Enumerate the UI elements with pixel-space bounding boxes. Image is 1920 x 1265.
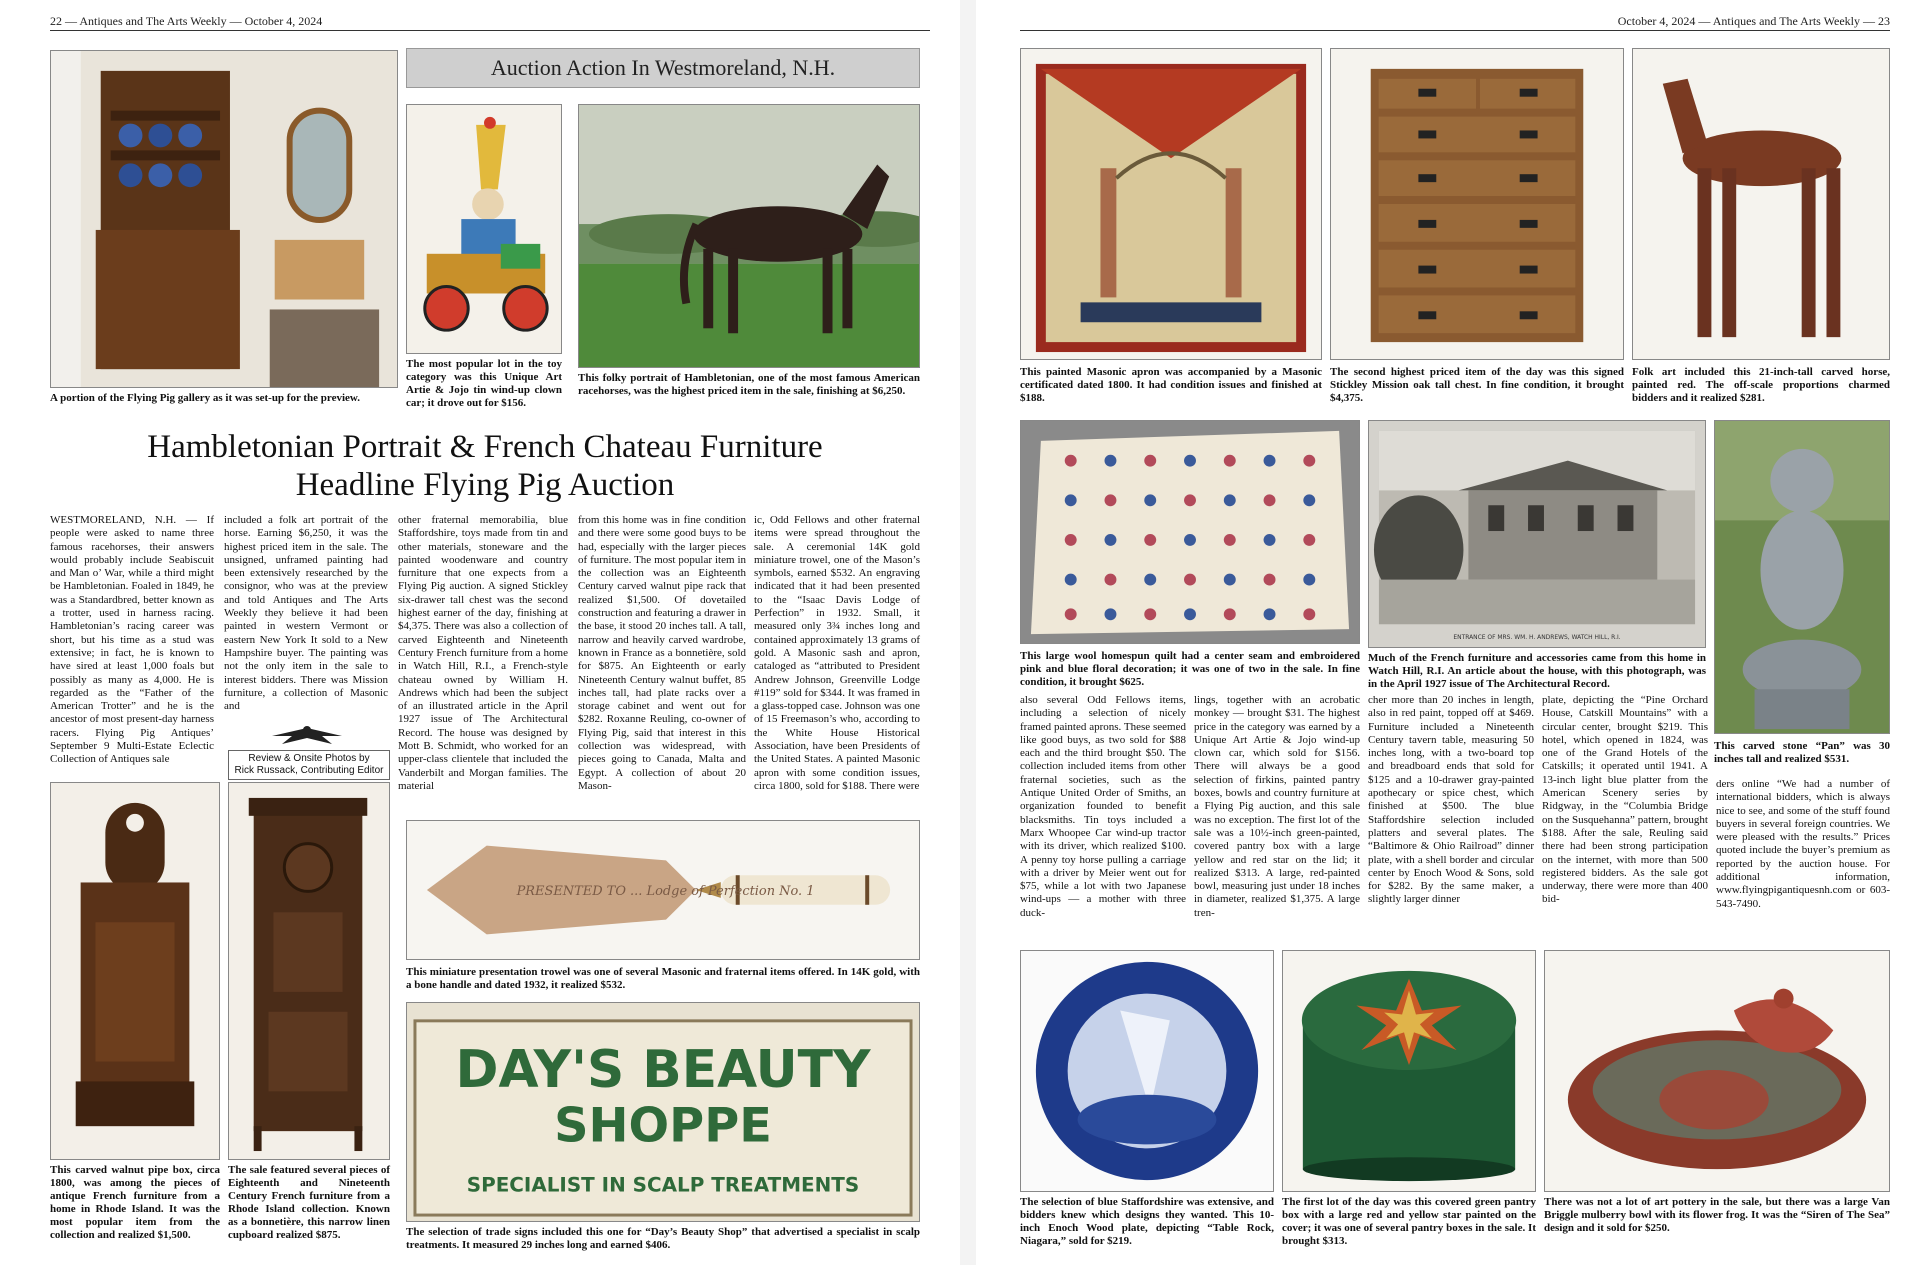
pipe-box-photo bbox=[50, 782, 220, 1160]
hambletonian-painting-photo bbox=[578, 104, 920, 368]
caption-bowl: There was not a lot of art pottery in the sale, but there was a large Van Briggle mulberry bowl with its flower frog. It was the “Siren of The Sea” design and it sold for $250. bbox=[1544, 1196, 1890, 1234]
caption-plate: The selection of blue Staffordshire was extensive, and bidders knew which designs they wanted. This 10-inch Enoch Wood plate, depicting “Table Rock, Niagara,” sold for $219. bbox=[1020, 1196, 1274, 1247]
right-page bbox=[976, 0, 1920, 1265]
beauty-shoppe-sign-photo bbox=[406, 1002, 920, 1222]
right-header-rule bbox=[1020, 30, 1890, 31]
clown-car-photo bbox=[406, 104, 562, 354]
watch-hill-house-photo bbox=[1368, 420, 1706, 648]
caption-bonnetiere: The sale featured several pieces of Eighteenth and Nineteenth Century French furniture from a Rhode Island collection. Known as a bonnetière, this narrow linen cupboard realized $875. bbox=[228, 1164, 390, 1241]
bonnetiere-photo bbox=[228, 782, 390, 1160]
sign-text-line-3: SPECIALIST IN SCALP TREATMENTS bbox=[466, 1173, 860, 1197]
van-briggle-bowl-photo bbox=[1544, 950, 1890, 1192]
photo-credit bbox=[228, 750, 390, 780]
left-column-3: other fraternal memorabilia, blue Staffordshire, toys made from tin and other materials, stoneware and the painted woodenware and country furniture that one expects from a Flying Pig auction. A signed Stickley six-drawer tall chest was the second highest earner of the day, finishing at $4,375. There was also a collection of carved Eighteenth and Nineteenth Century French furniture from a home in Watch Hill, R.I., a French-style chateau owned by William H. Andrews which had been the subject of an illustrated article in the April 1927 issue of The Architectural Record. The house was designed by Mott B. Schmidt, who worked for an upper-class clientele that included the Vanderbilt and Morgan families. The material bbox=[398, 514, 568, 792]
pantry-box-photo bbox=[1282, 950, 1536, 1192]
caption-apron: This painted Masonic apron was accompanied by a Masonic certificated dated 1800. It had condition issues and finished at $188. bbox=[1020, 366, 1322, 404]
page-gutter bbox=[960, 0, 976, 1265]
right-column-1: also several Odd Fellows items, including a selection of nicely framed painted aprons. These seemed like good buys, as two sold for $88 each and the third brought $50. The collection included items from other fraternal societies, such as the Antique United Order of Smiths, an organization founded to benefit blacksmiths. Tin toys included a Marx Whoopee Car wind-up tractor with its driver, which realized $100. A penny toy horse pulling a carriage with a driver by Meier went out for $75, while a lot with two Japanese wind-ups — a mother with three duck- bbox=[1020, 694, 1186, 919]
left-column-1: WESTMORELAND, N.H. — If people were asked to name three famous racehorses, their answers would probably include Seabiscuit and Man o’ War, while a third might be Hambletonian. Foaled in 1849, he was a Standardbred, better known as a trotter, used in harness racing. Hambletonian’s racing career was short, but his time as a stud was extensive; in fact, he is known to have sired at least 1,000 foals but possibly as many as 4,000. He is regarded as the “Father of the American Trotter” and he is the ancestor of most present-day harness racers. Flying Pig Antiques’ September 9 Multi-Estate Eclectic Collection of Antiques sale bbox=[50, 514, 214, 766]
caption-sign: The selection of trade signs included this one for “Day’s Beauty Shop” that advertised a specialist in scalp treatments. It measured 29 inches long and earned $406. bbox=[406, 1226, 920, 1251]
left-column-5: ic, Odd Fellows and other fraternal items were spread throughout the sale. A ceremonial 14K gold miniature trowel, one of the Mason’s symbols, earned $532. An engraving indicated that it had been presented to the “Isaac Davis Lodge of Perfection” in 1932. Small, it measured only 3¾ inches long and contained approximately 13 grams of gold. A Masonic sash and apron, cataloged as “attributed to President Andrew Johnson, Greenville Lodge #119” sold for $344. It was framed in a glass-topped case. Johnson was one of 15 Freemason’s who, according to the White House Historical Association, have been Presidents of the United States. A painted Masonic apron with some condition issues, circa 1800, sold for $188. There were bbox=[754, 514, 920, 792]
auction-action-banner: Auction Action In Westmoreland, N.H. bbox=[406, 48, 920, 88]
folk-art-horse-photo bbox=[1632, 48, 1890, 360]
caption-pipe-box: This carved walnut pipe box, circa 1800, was among the pieces of antique French furniture from a home in Rhode Island. It was the most popular item from the collection and realized $1,500. bbox=[50, 1164, 220, 1241]
caption-hambletonian: This folky portrait of Hambletonian, one of the most famous American racehorses, was the highest priced item in the sale, finishing at $6,250. bbox=[578, 372, 920, 397]
sign-text-line-1: DAY'S BEAUTY bbox=[455, 1040, 871, 1101]
caption-pantry-box: The first lot of the day was this covered green pantry box with a large red and yellow star painted on the cover; it was one of several pantry boxes in the sale. It brought $313. bbox=[1282, 1196, 1536, 1247]
credit-line-2: Rick Russack, Contributing Editor bbox=[234, 765, 384, 776]
stone-pan-photo bbox=[1714, 420, 1890, 734]
left-column-2: included a folk art portrait of the horse. Earning $6,250, it was the highest priced item in the sale. The unsigned, unframed painting had been extensively researched by the consignor, who was at the preview and told Antiques and The Arts Weekly they believe it had been painted in western Vermont or eastern New York It sold to a New Hampshire buyer. The painting was not the only item in the sale to interest bidders. There was Mission furniture, a collection of Masonic and bbox=[224, 514, 388, 713]
credit-line-1: Review & Onsite Photos by bbox=[248, 753, 370, 764]
homespun-quilt-photo bbox=[1020, 420, 1360, 644]
headline-line-1: Hambletonian Portrait & French Chateau Furniture bbox=[147, 429, 823, 465]
trowel-engraving: PRESENTED TO ... Lodge of Perfection No. 1 bbox=[516, 883, 815, 899]
masonic-apron-photo bbox=[1020, 48, 1322, 360]
stickley-chest-photo bbox=[1330, 48, 1624, 360]
right-folio: October 4, 2024 — Antiques and The Arts Weekly — 23 bbox=[1617, 14, 1890, 28]
caption-quilt: This large wool homespun quilt had a center seam and embroidered pink and blue floral decoration; it was one of two in the sale. In fine condition, it brought $625. bbox=[1020, 650, 1360, 688]
sign-text-line-2: SHOPPE bbox=[554, 1098, 772, 1154]
headline bbox=[50, 428, 920, 504]
right-column-4: plate, depicting the “Pine Orchard House, Catskill Mountains” with a circular center, brought $219. This hotel, which opened in 1824, was one of the Grand Hotels of the Catskills; it operated until 1941. A 13-inch light blue platter from the American Scenery series by Ridgway, in the “Columbia Bridge on the Susquehanna” pattern, brought $188. After the sale, Reuling said there had been strong participation on the internet, with more than 500 registered bidders. As the sale got underway, there were more than 400 bid- bbox=[1542, 694, 1708, 906]
caption-pan: This carved stone “Pan” was 30 inches tall and realized $531. bbox=[1714, 740, 1890, 765]
caption-gallery: A portion of the Flying Pig gallery as it was set-up for the preview. bbox=[50, 392, 361, 404]
headline-line-2: Headline Flying Pig Auction bbox=[295, 467, 675, 503]
right-column-3: cher more than 20 inches in length, also in red paint, topped off at $469. Furniture included a Nineteenth Century tavern table, measuring 50 inches long, with a two-board top and breadboard ends that sold for $125 and a 10-drawer gray-painted apothecary or spice chest, which finished at $500. The blue Staffordshire selection included platters and several plates. The “Baltimore & Ohio Railroad” dinner plate, with a shell border and circular center by Enoch Wood & Sons, sold for $282. By the same maker, a slightly larger dinner bbox=[1368, 694, 1534, 906]
caption-folk-horse: Folk art included this 21-inch-tall carved horse, painted red. The off-scale proportions charmed bidders and it realized $281. bbox=[1632, 366, 1890, 404]
right-column-5: ders online “We had a number of international bidders, which is always nice to see, and some of the stuff found buyers in several foreign countries. We were pleased with the results.” Prices quoted include the buyer’s premium as reported by the auction house. For additional information, www.flyingpigantiquesnh.com or 603-543-7490. bbox=[1716, 778, 1890, 910]
left-folio: 22 — Antiques and The Arts Weekly — October 4, 2024 bbox=[50, 14, 323, 28]
right-column-2: lings, together with an acrobatic monkey — brought $31. The highest price in the category was earned by a Unique Art Artie & Jojo wind-up clown car, which sold for $156. There will always be a good selection of firkins, painted pantry boxes, bowls and country furniture at a Flying Pig auction, and this sale was no exception. The first lot of the sale was a 10½-inch green-painted, covered pantry box with a large yellow and red star on the lid; it realized $313. A large, red-painted bowl, measuring just under 18 inches in diameter, realized $1,375. A large tren- bbox=[1194, 694, 1360, 919]
trowel-photo bbox=[406, 820, 920, 960]
eagle-logo bbox=[262, 722, 352, 750]
caption-house: Much of the French furniture and accessories came from this home in Watch Hill, R.I. An article about the house, with this photograph, was in the April 1927 issue of The Architectural Record. bbox=[1368, 652, 1706, 690]
staffordshire-plate-photo bbox=[1020, 950, 1274, 1192]
house-photo-caption: ENTRANCE OF MRS. WM. H. ANDREWS, WATCH HILL, R.I. bbox=[1453, 634, 1621, 642]
left-header-rule bbox=[50, 30, 930, 31]
gallery-photo bbox=[50, 50, 398, 388]
caption-clown-car: The most popular lot in the toy category was this Unique Art Artie & Jojo tin wind-up clown car; it drove out for $156. bbox=[406, 358, 562, 409]
caption-chest: The second highest priced item of the day was this signed Stickley Mission oak tall chest. In fine condition, it brought $4,375. bbox=[1330, 366, 1624, 404]
left-column-4: from this home was in fine condition and there were some good buys to be had, especially with the larger pieces of furniture. The most popular item in the collection was an Eighteenth Century carved walnut pipe rack that realized $1,500. Of dovetailed construction and featuring a drawer in the base, it stood 20 inches tall. A tall, narrow and heavily carved wardrobe, known in France as a bonnetière, sold for $875. An Eighteenth or early Nineteenth Century walnut buffet, 85 inches tall, had plate racks over a storage cabinet and went out for $282. Roxanne Reuling, co-owner of Flying Pig, said that interest in this collection was widespread, with pieces going to Canada, Malta and Egypt. A collection of about 20 Mason- bbox=[578, 514, 746, 792]
caption-trowel: This miniature presentation trowel was one of several Masonic and fraternal items offered. In 14K gold, with a bone handle and dated 1932, it realized $532. bbox=[406, 966, 920, 991]
